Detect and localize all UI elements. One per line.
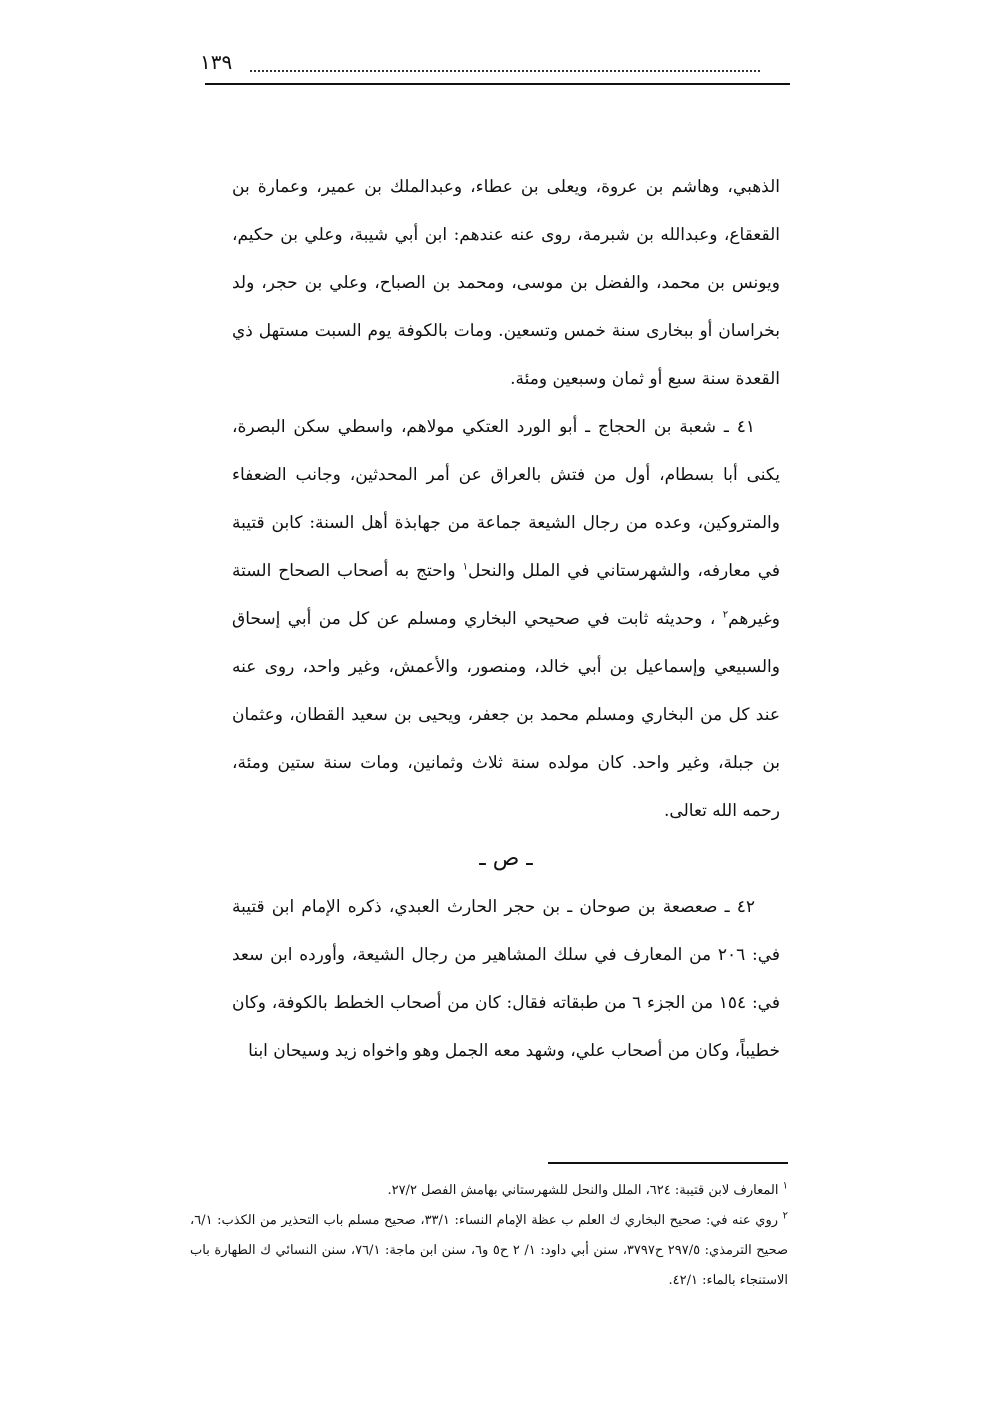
footnote-2 (190, 1206, 788, 1296)
paragraph-text: ، وحديثه ثابت في صحيحي البخاري ومسلم عن كل من أبي إسحاق والسبيعي وإسماعيل بن أبي خالد، ومنصور، والأعمش، وغير واحد، روى عنه عند كل من البخاري ومسلم محمد بن جعفر، ويحيى بن سعيد القطان، وعثمان بن جبلة، وغير واحد. كان مولده سنة ثلاث وثمانين، ومات سنة ستين ومئة، رحمه الله تعالى. (232, 609, 780, 821)
paragraph-continuation: الذهبي، وهاشم بن عروة، ويعلى بن عطاء، وعبدالملك بن عمير، وعمارة بن القعقاع، وعبدالله بن شبرمة، روى عنه عندهم: ابن أبي شيبة، وعلي بن حكيم، ويونس بن محمد، والفضل بن موسى، ومحمد بن الصباح، وعلي بن حجر، ولد بخراسان أو ببخارى سنة خمس وتسعين. ومات بالكوفة يوم السبت مستهل ذي القعدة سنة سبع أو ثمان وسبعين ومئة. (232, 177, 780, 389)
footnote-ref-2: ٢ (722, 609, 729, 621)
main-text (232, 163, 780, 1075)
paragraph-text: واحتج به أصحاب الصحاح الستة وغيرهم (232, 561, 780, 629)
footnote-rule (548, 1162, 788, 1164)
footnote-marker-1: ١ (782, 1180, 788, 1192)
header-rule (205, 83, 790, 85)
paragraph-entry-42: ٤٢ ـ صعصعة بن صوحان ـ بن حجر الحارث العبدي، ذكره الإمام ابن قتيبة في: ٢٠٦ من المعارف في سلك المشاهير من رجال الشيعة، وأورده ابن سعد في: ١٥٤ من الجزء ٦ من طبقاته فقال: كان من أصحاب الخطط بالكوفة، وكان خطيباً، وكان من أصحاب علي، وشهد معه الجمل وهو واخواه زيد وسيحان ابنا (232, 897, 780, 1061)
footnote-ref-1: ١ (462, 561, 468, 573)
page-number: ١٣٩ (200, 50, 233, 74)
footnote-1 (190, 1176, 788, 1206)
footnote-marker-2: ٢ (782, 1210, 788, 1222)
section-heading: ـ ص ـ (479, 846, 533, 871)
footnote-text: المعارف لابن قتيبة: ٦٢٤، الملل والنحل للشهرستاني بهامش الفصل ٢٧/٢. (387, 1183, 783, 1198)
header-dotted-leader (250, 60, 760, 72)
paragraph-text: ٤١ ـ شعبة بن الحجاج ـ أبو الورد العتكي مولاهم، واسطي سكن البصرة، يكنى أبا بسطام، أول من فتش بالعراق عن أمر المحدثين، وجانب الضعفاء والمتروكين، وعده من رجال الشيعة جماعة من جهابذة أهل السنة: كابن قتيبة في معارفه، والشهرستاني في الملل والنحل (232, 417, 780, 581)
footnote-text: روي عنه في: صحيح البخاري ك العلم ب عظة الإمام النساء: ٣٣/١، صحيح مسلم باب التحذير من الكذب: ٦/١، صحيح الترمذي: ٢٩٧/٥ ح٣٧٩٧، سنن أبي داود: ١/ ٢ ح٥ و٦، سنن ابن ماجة: ٧٦/١، سنن النسائي ك الطهارة باب الاستنجاء بالماء: ٤٢/١. (190, 1213, 789, 1288)
footnotes (190, 1176, 788, 1296)
paragraph-entry-41 (232, 403, 780, 835)
